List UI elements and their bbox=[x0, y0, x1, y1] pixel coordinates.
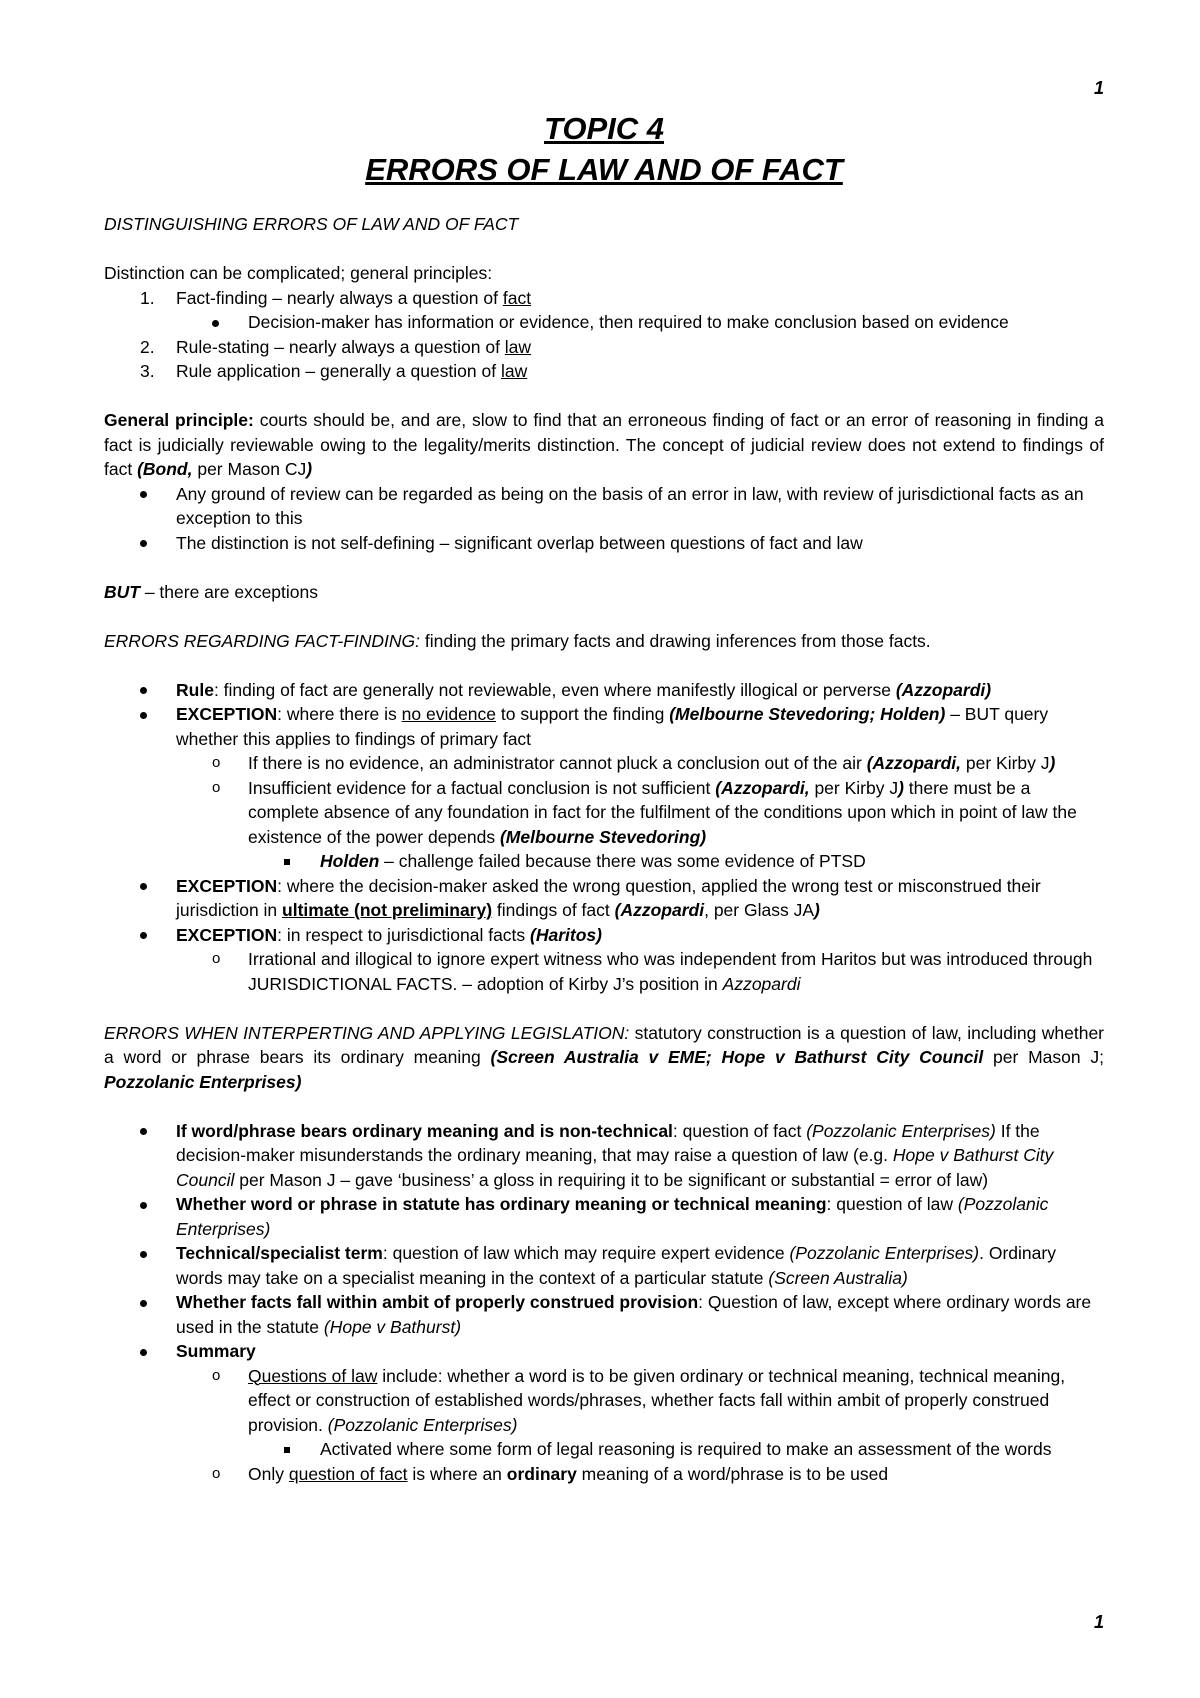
page-number-bottom: 1 bbox=[1093, 1612, 1104, 1632]
summary-questions-of-law: o Questions of law include: whether a word is to be given ordinary or technical meaning, technical meaning, effect or construction of established words/phrases, whether facts fall within ambit of properly construed provision. (Pozzolanic Enterprises) bbox=[212, 1365, 1066, 1435]
bullet-icon bbox=[212, 310, 219, 335]
bullet-icon bbox=[140, 1339, 147, 1364]
exception-no-evidence: EXCEPTION: where there is no evidence to support the finding (Melbourne Stevedoring; Holden) – BUT query whether this applies to findings of primary fact bbox=[104, 702, 1104, 751]
general-principle-bullet-1: Any ground of review can be regarded as being on the basis of an error in law, with review of jurisdictional facts as an exception to this bbox=[104, 482, 1104, 531]
document-title-line1: TOPIC 4 bbox=[543, 111, 665, 146]
holden-sub-item: Holden – challenge failed because there was some evidence of PTSD bbox=[104, 849, 1104, 874]
section-heading-fact-finding: ERRORS REGARDING FACT-FINDING: bbox=[104, 630, 420, 651]
list-number: 3. bbox=[140, 361, 155, 381]
bullet-icon bbox=[140, 923, 147, 948]
circle-bullet-icon: o bbox=[212, 1366, 221, 1384]
legislation-bullet-ordinary-meaning: If word/phrase bears ordinary meaning and is non-technical: question of fact (Pozzolanic Enterprises) If the decision-maker misunderstands the ordinary meaning, that may raise a question of law (e.g. Hope v Bathurst City Council per Mason J – gave ‘business’ a gloss in requiring it to be significant or substantial = error of law) bbox=[104, 1119, 1104, 1193]
bullet-icon bbox=[140, 874, 147, 899]
general-principle-paragraph: General principle: courts should be, and are, slow to find that an erroneous finding of fact or an error of reasoning in finding a fact is judicially reviewable owing to the legality/merits distinction. The concept of judicial review does not extend to findings of fact (Bond, per Mason CJ) bbox=[104, 410, 1104, 479]
section-fact-finding: ERRORS REGARDING FACT-FINDING: finding the primary facts and drawing inferences from those facts. bbox=[104, 630, 931, 651]
exception-jurisdictional-facts: EXCEPTION: in respect to jurisdictional facts (Haritos) bbox=[104, 923, 1104, 948]
list-subitem-decision-maker: Decision-maker has information or evidence, then required to make conclusion based on evidence bbox=[104, 310, 1104, 335]
circle-bullet-icon: o bbox=[212, 754, 221, 771]
legislation-bullet-ambit: Whether facts fall within ambit of properly construed provision: Question of law, except where ordinary words are used in the statute (Hope v Bathurst) bbox=[104, 1290, 1104, 1339]
circle-bullet-icon: o bbox=[212, 950, 221, 967]
square-bullet-icon bbox=[284, 1437, 290, 1462]
circle-bullet-icon: o bbox=[212, 1464, 221, 1482]
bullet-icon bbox=[140, 702, 147, 727]
exception-no-evidence-sub-2: o Insufficient evidence for a factual conclusion is not sufficient (Azzopardi, per Kirby J) there must be a complete absence of any foundation in fact for the fulfilment of the conditions upon which in point of law the existence of the power depends (Melbourne Stevedoring) bbox=[212, 777, 1077, 847]
square-bullet-icon bbox=[284, 849, 290, 874]
section-heading-distinguishing: DISTINGUISHING ERRORS OF LAW AND OF FACT bbox=[104, 214, 519, 234]
list-item-rule-application: 3. Rule application – generally a question of law bbox=[104, 359, 1104, 384]
list-item-fact-finding: 1. Fact-finding – nearly always a question of fact bbox=[104, 286, 1104, 311]
section-legislation: ERRORS WHEN INTERPERTING AND APPLYING LEGISLATION: statutory construction is a question of law, including whether a word or phrase bears its ordinary meaning (Screen Australia v EME; Hope v Bathurst City Council per Mason J; Pozzolanic Enterprises) bbox=[104, 1022, 1105, 1092]
legislation-bullet-technical-meaning: Whether word or phrase in statute has ordinary meaning or technical meaning: question of law (Pozzolanic Enterprises) bbox=[104, 1192, 1104, 1241]
summary-legal-reasoning-sub: Activated where some form of legal reasoning is required to make an assessment of the words bbox=[104, 1437, 1104, 1462]
fact-finding-rule: Rule: finding of fact are generally not reviewable, even where manifestly illogical or perverse (Azzopardi) bbox=[104, 678, 1104, 703]
bullet-icon bbox=[140, 482, 147, 507]
exception-jurisdictional-facts-sub: o Irrational and illogical to ignore expert witness who was independent from Haritos but was introduced through JURISDICTIONAL FACTS. – adoption of Kirby J’s position in Azzopardi bbox=[212, 949, 1093, 994]
legislation-bullet-specialist-term: Technical/specialist term: question of law which may require expert evidence (Pozzolanic Enterprises). Ordinary words may take on a specialist meaning in the context of a particular statute (Screen Australia) bbox=[104, 1241, 1104, 1290]
document-body bbox=[104, 108, 1104, 1486]
exception-wrong-question: EXCEPTION: where the decision-maker asked the wrong question, applied the wrong test or misconstrued their jurisdiction in ultimate (not preliminary) findings of fact (Azzopardi, per Glass JA) bbox=[104, 874, 1104, 923]
bullet-icon bbox=[140, 1119, 147, 1144]
general-principle-bullet-2: The distinction is not self-defining – significant overlap between questions of fact and law bbox=[104, 531, 1104, 556]
summary-question-of-fact: o Only question of fact is where an ordinary meaning of a word/phrase is to be used bbox=[104, 1462, 1104, 1487]
bullet-icon bbox=[140, 678, 147, 703]
page-number-top: 1 bbox=[1093, 78, 1104, 98]
distinction-intro: Distinction can be complicated; general principles: bbox=[104, 263, 493, 283]
bullet-icon bbox=[140, 531, 147, 556]
list-item-rule-stating: 2. Rule-stating – nearly always a question of law bbox=[104, 335, 1104, 360]
but-exceptions-line: BUT – there are exceptions bbox=[104, 581, 318, 602]
bullet-icon bbox=[140, 1290, 147, 1315]
bullet-icon bbox=[140, 1241, 147, 1266]
bullet-icon bbox=[140, 1192, 147, 1217]
exception-no-evidence-sub-1: o If there is no evidence, an administrator cannot pluck a conclusion out of the air (Azzopardi, per Kirby J) bbox=[104, 751, 1104, 776]
legislation-bullet-summary: Summary bbox=[104, 1339, 1104, 1364]
list-number: 2. bbox=[140, 336, 155, 357]
document-title-line2: ERRORS OF LAW AND OF FACT bbox=[365, 152, 843, 187]
list-number: 1. bbox=[140, 287, 155, 308]
section-heading-legislation: ERRORS WHEN INTERPERTING AND APPLYING LEGISLATION: bbox=[104, 1022, 630, 1043]
circle-bullet-icon: o bbox=[212, 778, 221, 796]
